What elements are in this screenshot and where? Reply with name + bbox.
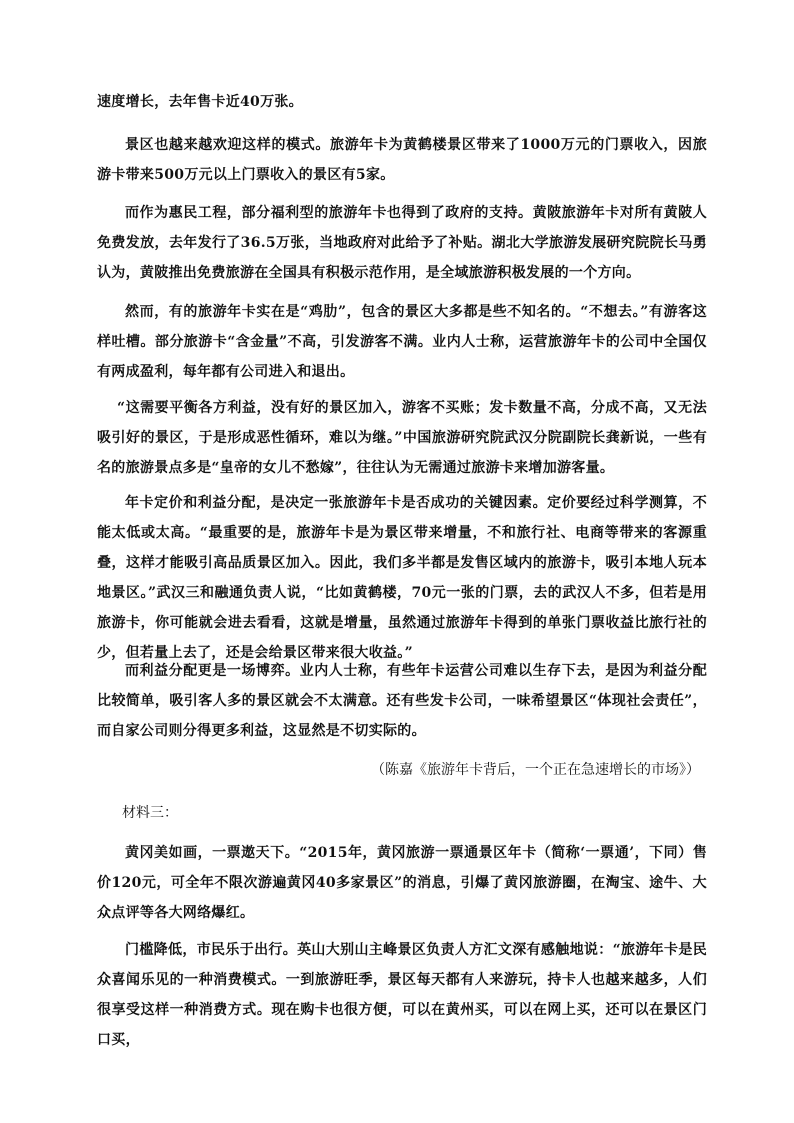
paragraph-7: 而利益分配更是一场博弈。业内人士称，有些年卡运营公司难以生存下去，是因为利益分配比较简单，吸引客人多的景区就会不太满意。还有些发卡公司，一味希望景区“体现社会责任”，而自家公司则分得更多利益，这显然是不切实际的。 bbox=[97, 663, 707, 739]
paragraph-3: 而作为惠民工程，部分福利型的旅游年卡也得到了政府的支持。黄陂旅游年卡对所有黄陂人免费发放，去年发行了36.5万张，当地政府对此给予了补贴。湖北大学旅游发展研究院院长马勇认为，黄陂推出免费旅游在全国具有积极示范作用，是全域旅游积极发展的一个方向。 bbox=[97, 205, 707, 281]
paragraph-2: 景区也越来越欢迎这样的模式。旅游年卡为黄鹤楼景区带来了1000万元的门票收入，因旅游卡带来500万元以上门票收入的景区有5家。 bbox=[97, 137, 707, 183]
source-citation: （陈嘉《旅游年卡背后，一个正在急速增长的市场》） bbox=[371, 762, 700, 778]
paragraph-4: 然而，有的旅游年卡实在是“鸡肋”，包含的景区大多都是些不知名的。“不想去。”有游客这样吐槽。部分旅游卡“含金量”不高，引发游客不满。业内人士称，运营旅游年卡的公司中全国仅有两成盈利，每年都有公司进入和退出。 bbox=[97, 304, 707, 380]
paragraph-1: 速度增长，去年售卡近40万张。 bbox=[97, 94, 303, 110]
paragraph-9: 门槛降低，市民乐于出行。英山大别山主峰景区负责人方汇文深有感触地说：“旅游年卡是民众喜闻乐见的一种消费模式。一到旅游旺季，景区每天都有人来游玩，持卡人也越来越多，人们很享受这样一种消费方式。现在购卡也很方便，可以在黄州买，可以在网上买，还可以在景区门口买， bbox=[97, 942, 707, 1048]
paragraph-8: 黄冈美如画，一票遨天下。“2015年，黄冈旅游一票通景区年卡（简称‘一票通’，下同）售价120元，可全年不限次游遍黄冈40多家景区”的消息，引爆了黄冈旅游圈，在淘宝、途牛、大众点评等各大网络爆红。 bbox=[97, 845, 707, 921]
material-label: 材料三： bbox=[122, 805, 178, 821]
paragraph-6: 年卡定价和利益分配，是决定一张旅游年卡是否成功的关键因素。定价要经过科学测算，不能太低或太高。“最重要的是，旅游年卡是为景区带来增量，不和旅行社、电商等带来的客源重叠，这样才能吸引高品质景区加入。因此，我们多半都是发售区域内的旅游卡，吸引本地人玩本地景区。”武汉三和融通负责人说，“比如黄鹤楼，70元一张的门票，去的武汉人不多，但若是用旅游卡，你可能就会进去看看，这就是增量，虽然通过旅游年卡得到的单张门票收益比旅行社的少，但若量上去了，还是会给景区带来很大收益。” bbox=[97, 495, 707, 661]
paragraph-5: “这需要平衡各方利益，没有好的景区加入，游客不买账；发卡数量不高，分成不高，又无法吸引好的景区，于是形成恶性循环，难以为继。”中国旅游研究院武汉分院副院长龚新说，一些有名的旅游景点多是“皇帝的女儿不愁嫁”，往往认为无需通过旅游卡来增加游客量。 bbox=[97, 400, 707, 476]
